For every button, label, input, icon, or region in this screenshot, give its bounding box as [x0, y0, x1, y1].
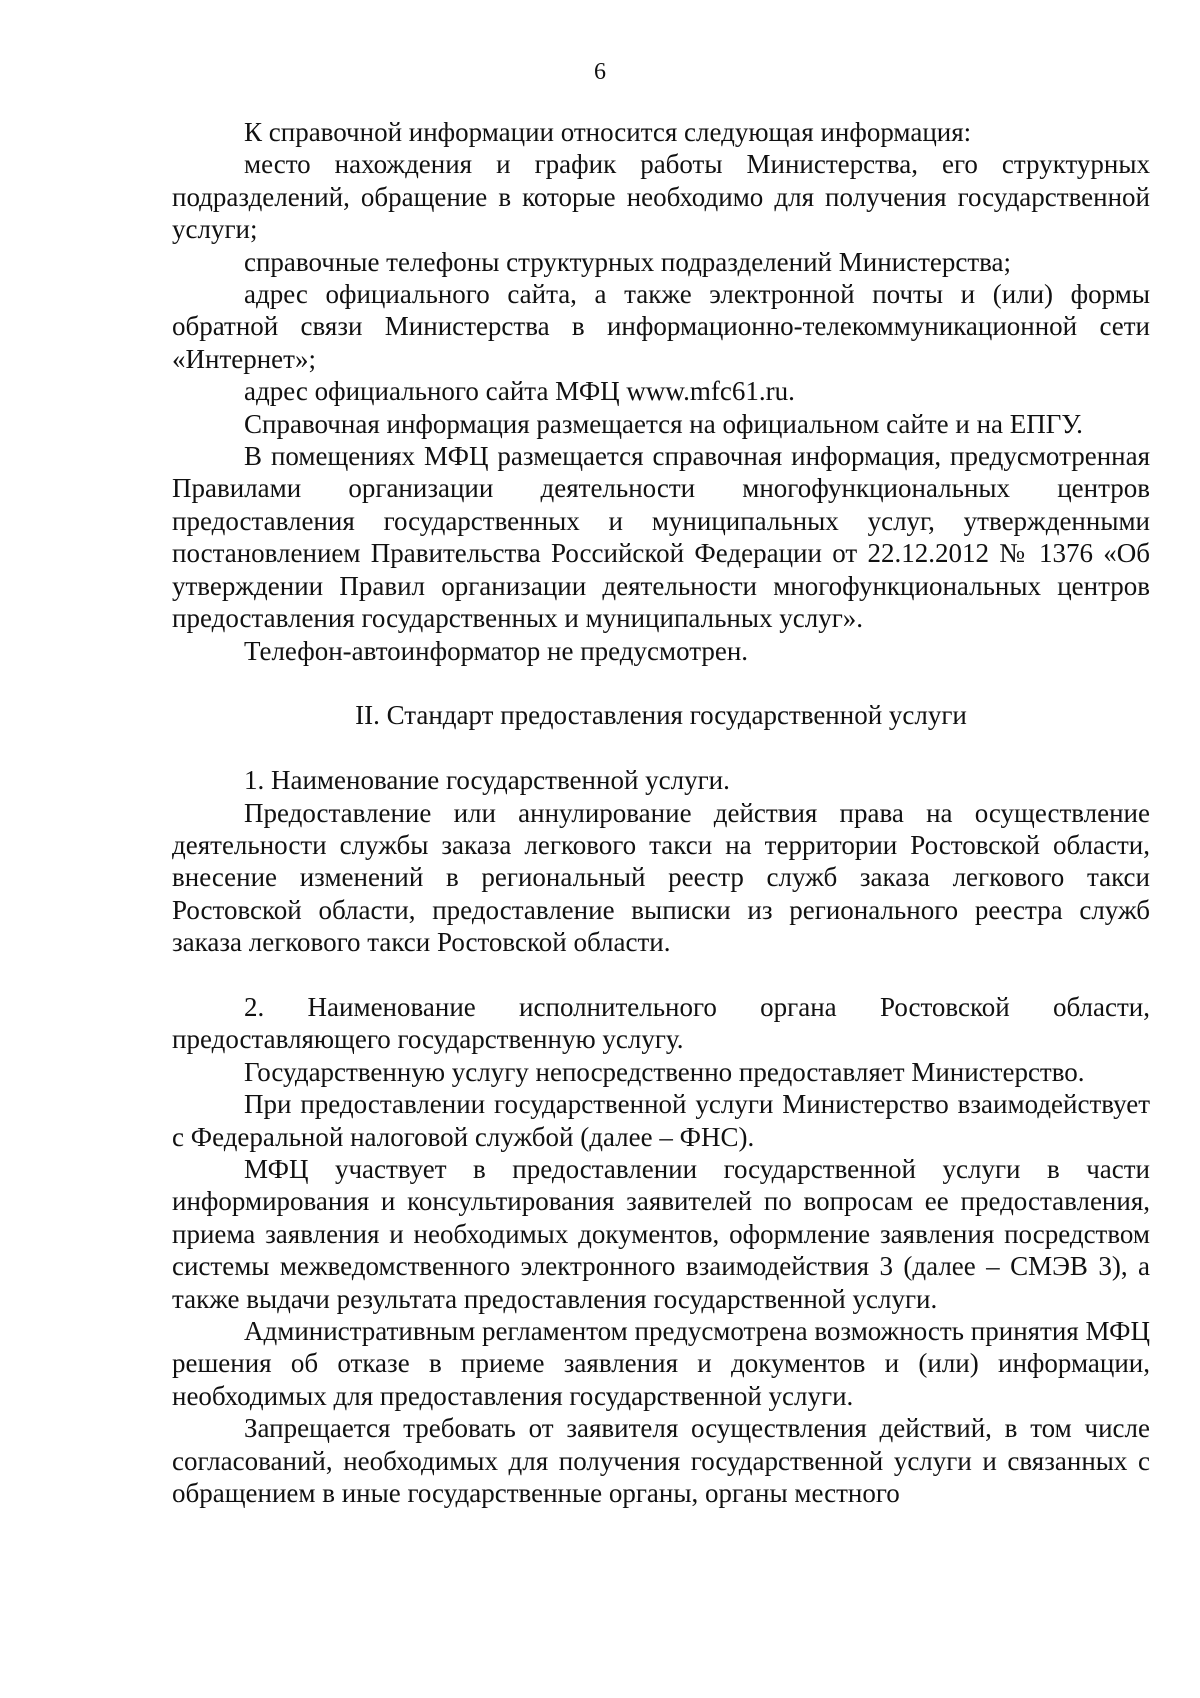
subsection-title: 2. Наименование исполнительного органа Ростовской области, предоставляющего государственную услугу. [172, 991, 1150, 1055]
paragraph: адрес официального сайта, а также электронной почты и (или) формы обратной связи Министерства в информационно-телекоммуникационной сети «Интернет»; [172, 279, 1150, 374]
spacer [172, 959, 1150, 991]
page-number: 6 [594, 59, 606, 85]
paragraph: При предоставлении государственной услуги Министерство взаимодействует с Федеральной налоговой службой (далее – ФНС). [172, 1089, 1150, 1152]
paragraph: Государственную услугу непосредственно предоставляет Министерство. [244, 1056, 1085, 1087]
paragraph: справочные телефоны структурных подразделений Министерства; [244, 246, 1012, 277]
paragraph: место нахождения и график работы Министерства, его структурных подразделений, обращение в которые необходимо для получения государственной услуги; [172, 149, 1150, 245]
paragraph: Предоставление или аннулирование действия права на осуществление деятельности службы заказа легкового такси на территории Ростовской области, внесение изменений в региональный реестр служб заказа легкового такси Ростовской области, предоставление выписки из регионального реестра служб заказа легкового такси Ростовской области. [172, 797, 1150, 958]
document-body [172, 116, 1150, 1509]
paragraph: МФЦ участвует в предоставлении государственной услуги в части информирования и консультирования заявителей по вопросам ее предоставления, приема заявления и необходимых документов, оформление заявления посредством системы межведомственного электронного взаимодействия 3 (далее – СМЭВ 3), а также выдачи результата предоставления государственной услуги. [172, 1153, 1150, 1314]
subsection-title: 1. Наименование государственной услуги. [244, 765, 730, 796]
paragraph: Телефон-автоинформатор не предусмотрен. [244, 635, 749, 666]
paragraph: Административным регламентом предусмотрена возможность принятия МФЦ решения об отказе в приеме заявления и документов и (или) информации, необходимых для предоставления государственной услуги. [172, 1315, 1150, 1411]
paragraph: Запрещается требовать от заявителя осуществления действий, в том числе согласований, необходимых для получения государственной услуги и связанных с обращением в иные государственные органы, органы местного [172, 1413, 1150, 1509]
section-heading: II. Стандарт предоставления государственной услуги [355, 700, 967, 731]
spacer [172, 667, 1150, 699]
paragraph: Справочная информация размещается на официальном сайте и на ЕПГУ. [244, 408, 1083, 439]
paragraph: адрес официального сайта МФЦ www.mfc61.ru. [244, 376, 795, 407]
spacer [172, 732, 1150, 764]
paragraph: К справочной информации относится следующая информация: [244, 117, 972, 147]
paragraph: В помещениях МФЦ размещается справочная информация, предусмотренная Правилами организации деятельности многофункциональных центров предоставления государственных и муниципальных услуг, утвержденными постановлением Правительства Российской Федерации от 22.12.2012 № 1376 «Об утверждении Правил организации деятельности многофункциональных центров предоставления государственных и муниципальных услуг». [172, 441, 1150, 634]
